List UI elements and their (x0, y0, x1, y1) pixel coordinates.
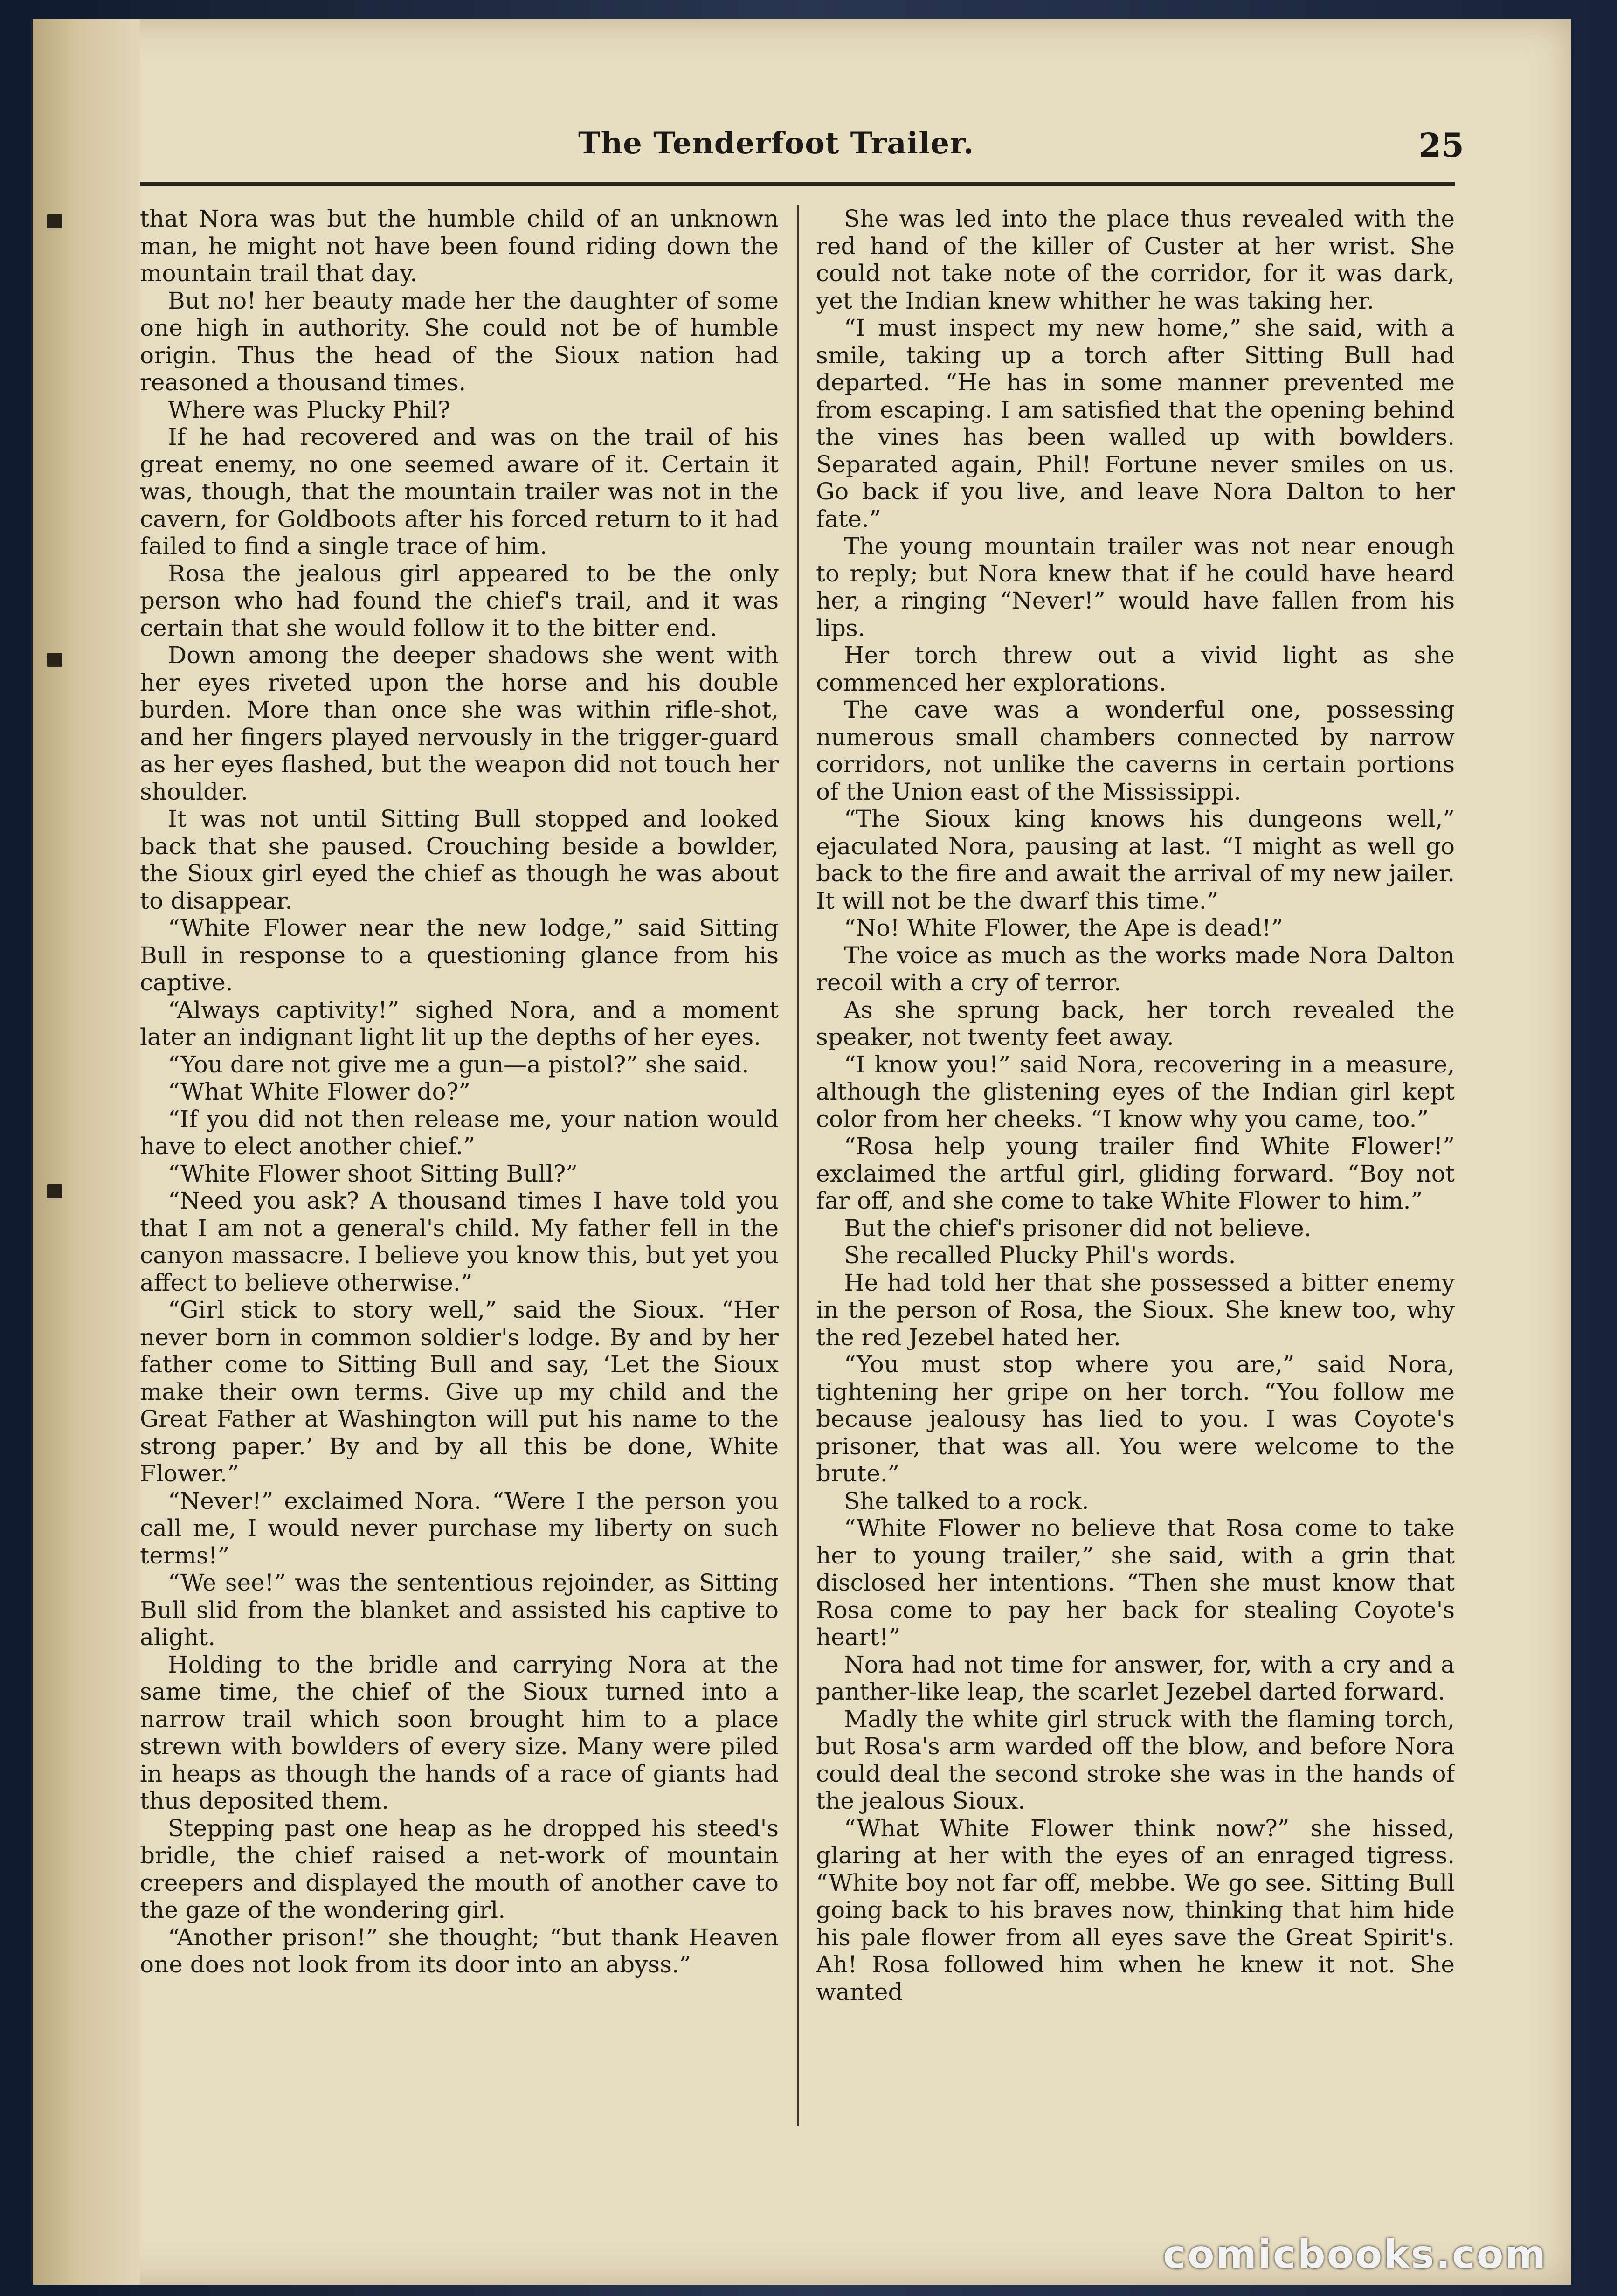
paragraph: Down among the deeper shadows she went with her eyes riveted upon the horse and his double burden. More than once she was within rifle-shot, and her fingers played nervously in the trigger-guard as her eyes flashed, but the weapon did not touch her shoulder. (140, 642, 779, 805)
paragraph: that Nora was but the humble child of an unknown man, he might not have been found riding down the mountain trail that day. (140, 205, 779, 287)
paragraph: She talked to a rock. (844, 1487, 1089, 1515)
paragraph: The voice as much as the works made Nora Dalton recoil with a cry of terror. (816, 941, 1455, 996)
page-spine (33, 19, 140, 2285)
paragraph: Her torch threw out a vivid light as she commenced her explorations. (816, 642, 1455, 696)
paragraph: “What White Flower do?” (168, 1078, 470, 1105)
watermark: comicbooks.com (1163, 2232, 1547, 2277)
paragraph: Madly the white girl struck with the flaming torch, but Rosa's arm warded off the blow, and before Nora could deal the second stroke she was in the hands of the jealous Sioux. (816, 1705, 1455, 1814)
paragraph: “White Flower no believe that Rosa come to take her to young trailer,” she said, with a grin that disclosed her intentions. “Then she must know that Rosa come to pay her back for stealing Coyote's heart!” (816, 1515, 1455, 1651)
paragraph: “Always captivity!” sighed Nora, and a moment later an indignant light lit up the depths of her eyes. (140, 996, 779, 1051)
paragraph: She was led into the place thus revealed with the red hand of the killer of Custer at her wrist. She could not take note of the corridor, for it was dark, yet the Indian knew whither he was taking her. (816, 205, 1455, 314)
paragraph: As she sprung back, her torch revealed the speaker, not twenty feet away. (816, 996, 1455, 1051)
paragraph: The young mountain trailer was not near enough to reply; but Nora knew that if he could have heard her, a ringing “Never!” would have fallen from his lips. (816, 533, 1455, 642)
paragraph: “White Flower shoot Sitting Bull?” (168, 1160, 578, 1187)
paragraph: If he had recovered and was on the trail of his great enemy, no one seemed aware of it. Certain it was, though, that the mountain trailer was not in the cavern, for Goldboots after his forced return to it had failed to find a single trace of him. (140, 423, 779, 560)
binding-mark (47, 653, 62, 667)
paragraph: “Another prison!” she thought; “but thank Heaven one does not look from its door into an abyss.” (140, 1923, 779, 1978)
binding-mark (47, 214, 62, 228)
paragraph: The cave was a wonderful one, possessing numerous small chambers connected by narrow corridors, not unlike the caverns in certain portions of the Union east of the Mississippi. (816, 696, 1455, 805)
paragraph: “You must stop where you are,” said Nora, tightening her gripe on her torch. “You follow me because jealousy has lied to you. I was Coyote's prisoner, that was all. You were welcome to the brute.” (816, 1351, 1455, 1487)
paragraph: “We see!” was the sententious rejoinder, as Sitting Bull slid from the blanket and assisted his captive to alight. (140, 1569, 779, 1651)
paragraph: But the chief's prisoner did not believe. (844, 1214, 1312, 1242)
right-column (816, 205, 1455, 2126)
page-header (578, 126, 1464, 177)
paragraph: “Need you ask? A thousand times I have told you that I am not a general's child. My father fell in the canyon massacre. I believe you know this, but yet you affect to believe otherwise.” (140, 1187, 779, 1296)
page-number: 25 (1418, 126, 1464, 165)
paragraph: “The Sioux king knows his dungeons well,” ejaculated Nora, pausing at last. “I might as well go back to the fire and await the arrival of my new jailer. It will not be the dwarf this time.” (816, 805, 1455, 914)
paragraph: “If you did not then release me, your nation would have to elect another chief.” (140, 1105, 779, 1160)
left-column (140, 205, 779, 2126)
paragraph: “White Flower near the new lodge,” said Sitting Bull in response to a questioning glance from his captive. (140, 914, 779, 996)
header-rule (140, 182, 1455, 186)
paragraph: Rosa the jealous girl appeared to be the only person who had found the chief's trail, and it was certain that she would follow it to the bitter end. (140, 560, 779, 642)
paragraph: Holding to the bridle and carrying Nora at the same time, the chief of the Sioux turned into a narrow trail which soon brought him to a place strewn with bowlders of every size. Many were piled in heaps as though the hands of a race of giants had thus deposited them. (140, 1651, 779, 1814)
paragraph: “What White Flower think now?” she hissed, glaring at her with the eyes of an enraged tigress. “White boy not far off, mebbe. We go see. Sitting Bull going back to his braves now, thinking that him hide his pale flower from all eyes save the Great Spirit's. Ah! Rosa followed him when he knew it not. She wanted (816, 1814, 1455, 2006)
paragraph: Where was Plucky Phil? (168, 396, 450, 423)
paragraph: Nora had not time for answer, for, with a cry and a panther-like leap, the scarlet Jezebel darted forward. (816, 1651, 1455, 1705)
paragraph: “Girl stick to story well,” said the Sioux. “Her never born in common soldier's lodge. By and by her father come to Sitting Bull and say, ‘Let the Sioux make their own terms. Give up my child and the Great Father at Washington will put his name to the strong paper.’ By and by all this be done, White Flower.” (140, 1296, 779, 1487)
column-divider (797, 205, 799, 2126)
paragraph: “You dare not give me a gun—a pistol?” she said. (168, 1051, 749, 1078)
paragraph: It was not until Sitting Bull stopped and looked back that she paused. Crouching beside a bowlder, the Sioux girl eyed the chief as though he was about to disappear. (140, 805, 779, 914)
paragraph: “Never!” exclaimed Nora. “Were I the person you call me, I would never purchase my liberty on such terms!” (140, 1487, 779, 1569)
paragraph: “I must inspect my new home,” she said, with a smile, taking up a torch after Sitting Bull had departed. “He has in some manner prevented me from escaping. I am satisfied that the opening behind the vines has been walled up with bowlders. Separated again, Phil! Fortune never smiles on us. Go back if you live, and leave Nora Dalton to her fate.” (816, 314, 1455, 533)
paragraph: He had told her that she possessed a bitter enemy in the person of Rosa, the Sioux. She knew too, why the red Jezebel hated her. (816, 1269, 1455, 1351)
paragraph: But no! her beauty made her the daughter of some one high in authority. She could not be of humble origin. Thus the head of the Sioux nation had reasoned a thousand times. (140, 287, 779, 396)
running-title: The Tenderfoot Trailer. (578, 126, 974, 161)
paragraph: “Rosa help young trailer find White Flower!” exclaimed the artful girl, gliding forward. “Boy not far off, and she come to take White Flower to him.” (816, 1133, 1455, 1214)
binding-mark (47, 1184, 62, 1198)
paragraph: Stepping past one heap as he dropped his steed's bridle, the chief raised a net-work of mountain creepers and displayed the mouth of another cave to the gaze of the wondering girl. (140, 1814, 779, 1923)
paragraph: “No! White Flower, the Ape is dead!” (844, 914, 1283, 941)
paragraph: She recalled Plucky Phil's words. (844, 1242, 1236, 1269)
paragraph: “I know you!” said Nora, recovering in a measure, although the glistening eyes of the Indian girl kept color from her cheeks. “I know why you came, too.” (816, 1051, 1455, 1133)
